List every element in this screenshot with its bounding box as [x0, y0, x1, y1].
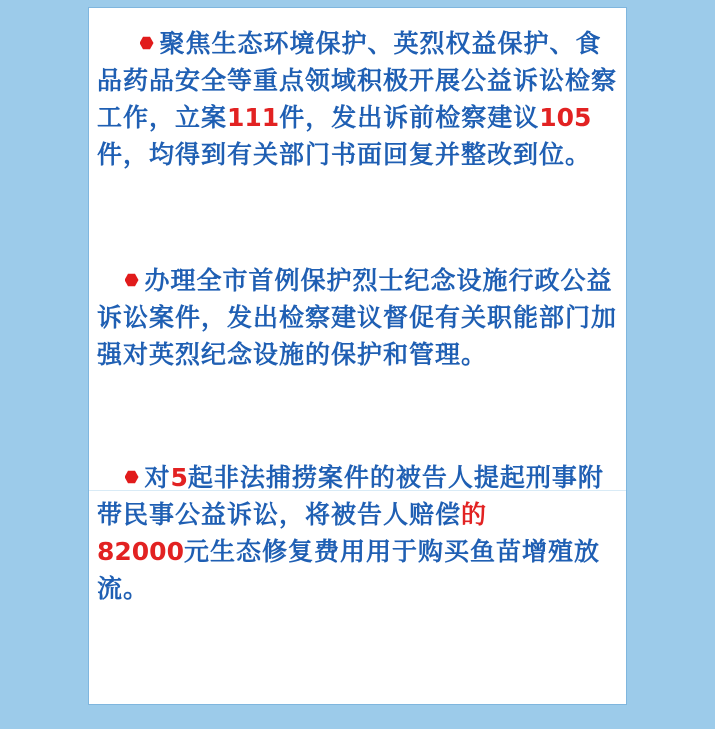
paragraph-1-text-a: 聚焦生态环境保护、英烈权益保护、食品药品安全等重点领域积极开展公益诉讼检察工作，立案: [97, 29, 618, 132]
compensation-amount-number: 82000: [97, 537, 184, 566]
paragraph-2-text: 办理全市首例保护烈士纪念设施行政公益诉讼案件，发出检察建议督促有关职能部门加强对英烈纪念设施的保护和管理。: [97, 266, 618, 369]
red-highlight-char: 的: [461, 500, 487, 529]
red-hexagon-bullet-icon: [125, 470, 139, 484]
paragraph-1-text-b: 件，发出诉前检察建议: [279, 103, 540, 132]
proposal-count-number: 105: [539, 103, 592, 132]
red-hexagon-bullet-icon: [125, 273, 139, 287]
case-count-number: 111: [227, 103, 280, 132]
fishing-case-count-number: 5: [170, 463, 188, 492]
paragraph-1-text-c: 件，均得到有关部门书面回复并整改到位。: [97, 140, 592, 169]
paragraph-illegal-fishing-cases: [97, 459, 617, 607]
red-hexagon-bullet-icon: [140, 36, 154, 50]
paragraph-martyr-memorial-case: [97, 262, 617, 373]
content-card: [88, 7, 627, 705]
paragraph-3-text-c: 元生态修复费用用于购买鱼苗增殖放流。: [97, 537, 600, 603]
paragraph-public-interest-cases: [97, 25, 617, 173]
paragraph-3-text-a: 对: [144, 463, 171, 492]
paragraph-3-text-b: 起非法捕捞案件的被告人提起刑事附带民事公益诉讼，将被告人赔偿: [97, 463, 604, 529]
